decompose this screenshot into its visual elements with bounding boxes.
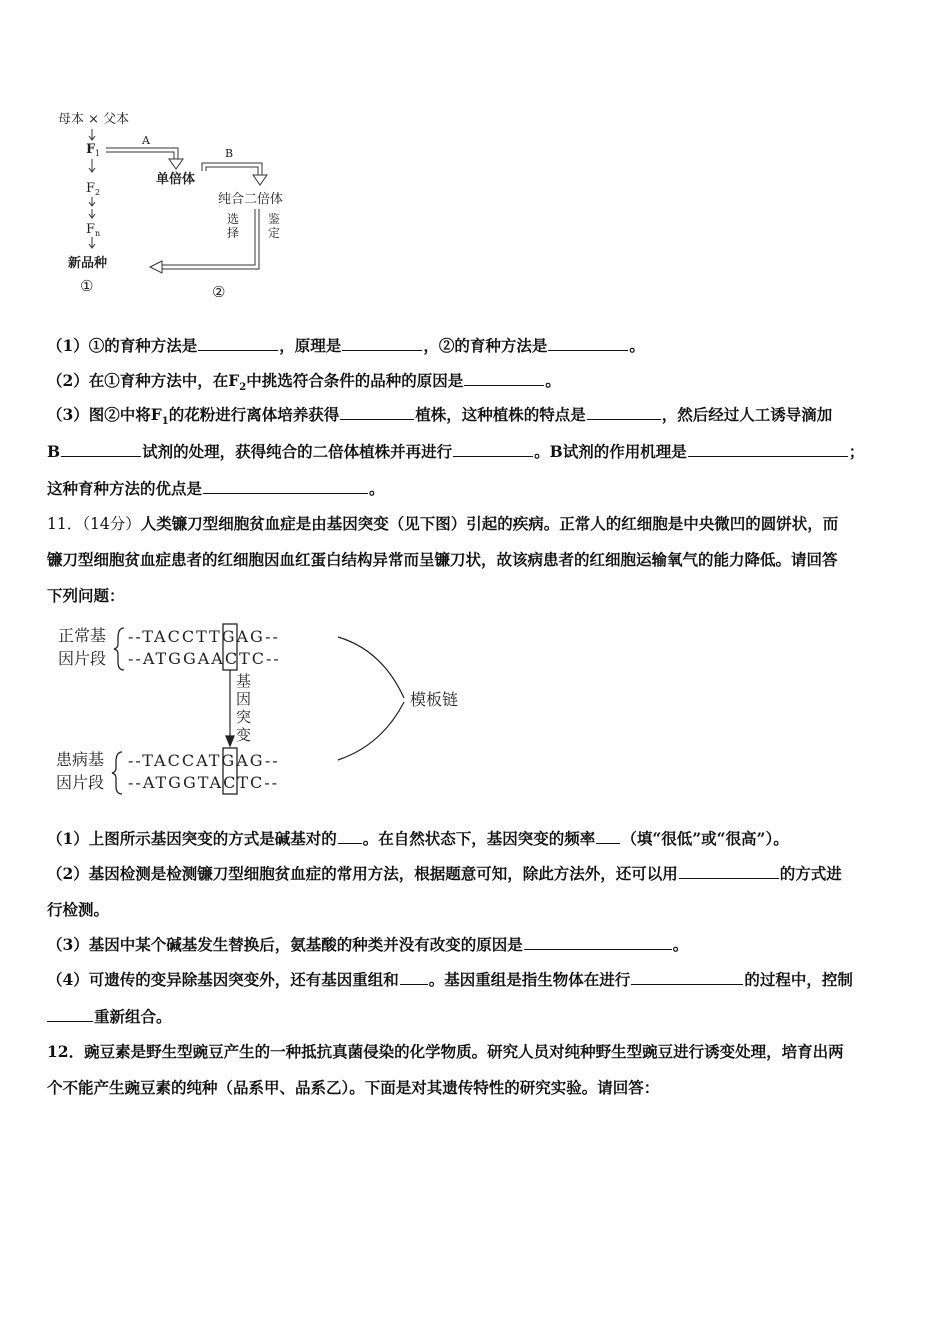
q11-p4-text-a: （4）可遗传的变异除基因突变外，还有基因重组和 — [47, 970, 399, 989]
q11-p4-text-b: 。基因重组是指生物体在进行 — [428, 970, 631, 989]
q12-line1 — [47, 1042, 907, 1062]
q11-part2-line1 — [47, 864, 907, 884]
q10-p3-text-d: ，然后经过人工诱导滴加 — [661, 405, 833, 424]
patient-bottom-strand: --ATGGTACTC-- — [128, 773, 280, 792]
q11-p4-text-d: 重新组合。 — [94, 1007, 172, 1026]
answer-blank[interactable] — [587, 405, 661, 420]
answer-blank[interactable] — [338, 829, 362, 844]
q11-number: 11．（14分） — [47, 515, 141, 533]
fn-label: F — [86, 222, 96, 237]
q11-p2-text-b: 的方式进 — [779, 864, 842, 883]
identify-char-1: 鉴 — [268, 212, 281, 226]
return-arrow — [150, 209, 259, 273]
q10-p2-text-c: 。 — [545, 371, 561, 390]
gene-mutation-diagram — [52, 620, 482, 805]
q10-p3-sub: 1 — [161, 416, 169, 428]
label-a: A — [142, 134, 150, 147]
haploid-label: 单倍体 — [156, 172, 196, 187]
mutation-arrow — [226, 670, 234, 746]
q11-part3 — [47, 935, 907, 955]
q11-part2-line2 — [47, 900, 907, 920]
q10-part3-line1 — [47, 405, 907, 432]
q11-part4-line2 — [47, 1007, 907, 1027]
parents-label: 母本 × 父本 — [58, 112, 130, 127]
q10-part1 — [47, 336, 907, 356]
q11-p2-text-c: 行检测。 — [47, 900, 110, 919]
answer-blank[interactable] — [342, 336, 422, 351]
gene-mutation-svg — [52, 620, 482, 805]
mutation-char-2: 因 — [236, 690, 252, 708]
q10-p3-text-g: 。B试剂的作用机理是 — [534, 442, 687, 461]
q10-p3-text-a: （3）图②中将F — [47, 405, 162, 424]
q12-text-1: 12．豌豆素是野生型豌豆产生的一种抵抗真菌侵染的化学物质。研究人员对纯种野生型豌豆进行诱变处理，培育出两 — [47, 1042, 844, 1061]
q11-intro-3: 下列问题： — [47, 586, 125, 605]
q10-p3-text-c: 植株，这种植株的特点是 — [415, 405, 586, 424]
q11-p1-text-a: （1）上图所示基因突变的方式是碱基对的 — [47, 829, 337, 848]
f2-label: F — [86, 181, 96, 196]
arrow-b — [202, 163, 267, 185]
q10-p1-text-d: 。 — [629, 336, 645, 355]
answer-blank[interactable] — [340, 405, 414, 420]
mutation-char-1: 基 — [236, 672, 252, 690]
select-char-1: 选 — [227, 212, 240, 226]
normal-bottom-strand: --ATGGAACTC-- — [128, 649, 281, 668]
q10-p1-text-c: ，②的育种方法是 — [423, 336, 548, 355]
normal-label-2: 因片段 — [58, 649, 107, 668]
circle-2: ② — [212, 283, 226, 301]
q10-p3-text-h: ； — [848, 442, 865, 461]
q10-p2-text-b: 中挑选符合条件的品种的原因是 — [246, 371, 464, 390]
q10-p3-text-e: B — [47, 442, 61, 461]
q10-p2-sub: 2 — [239, 382, 247, 394]
answer-blank[interactable] — [464, 371, 544, 386]
q10-p3-text-i: 这种育种方法的优点是 — [47, 479, 203, 498]
q10-p2-text-a: （2）在①育种方法中，在F — [47, 371, 240, 390]
f1-label: F — [86, 142, 96, 157]
braces — [112, 628, 124, 794]
q11-intro-line3 — [47, 586, 907, 606]
q11-part1 — [47, 829, 907, 849]
answer-blank[interactable] — [596, 829, 620, 844]
answer-blank[interactable] — [47, 1007, 93, 1022]
q10-part3-line2 — [47, 442, 907, 462]
patient-top-strand: --TACCATGAG-- — [128, 751, 280, 770]
breeding-diagram-svg — [50, 105, 310, 305]
q10-part2 — [47, 371, 907, 398]
circle-1: ① — [80, 277, 94, 295]
q12-line2 — [47, 1078, 907, 1098]
template-strand-label: 模板链 — [410, 690, 459, 709]
answer-blank[interactable] — [679, 864, 779, 879]
q11-p1-text-c: （填“很低”或“很高”）。 — [621, 829, 789, 848]
patient-label-1: 患病基 — [56, 750, 105, 769]
q10-p1-text-b: ，原理是 — [279, 336, 342, 355]
answer-blank[interactable] — [400, 970, 428, 985]
mutation-char-3: 突 — [236, 708, 252, 726]
normal-top-strand: --TACCTTGAG-- — [128, 627, 280, 646]
fn-sub: n — [95, 229, 101, 238]
q10-p3-text-f: 试剂的处理，获得纯合的二倍体植株并再进行 — [142, 442, 453, 461]
answer-blank[interactable] — [203, 479, 368, 494]
breeding-diagram — [50, 105, 310, 305]
label-b: B — [225, 147, 234, 160]
pure-diploid-label: 纯合二倍体 — [218, 192, 284, 207]
select-char-2: 择 — [227, 226, 240, 240]
q11-p3-text-a: （3）基因中某个碱基发生替换后，氨基酸的种类并没有改变的原因是 — [47, 935, 523, 954]
f2-sub: 2 — [95, 188, 101, 197]
answer-blank[interactable] — [631, 970, 743, 985]
normal-label-1: 正常基 — [58, 626, 107, 645]
answer-blank[interactable] — [688, 442, 848, 457]
answer-blank[interactable] — [198, 336, 278, 351]
q10-p3-text-j: 。 — [369, 479, 385, 498]
answer-blank[interactable] — [453, 442, 533, 457]
answer-blank[interactable] — [548, 336, 628, 351]
q11-intro-line1 — [47, 514, 907, 534]
q10-p1-text-a: （1）①的育种方法是 — [47, 336, 198, 355]
patient-label-2: 因片段 — [56, 773, 105, 792]
arrow-a — [106, 148, 183, 169]
q11-intro-line2 — [47, 550, 907, 570]
q11-p2-text-a: （2）基因检测是检测镰刀型细胞贫血症的常用方法，根据题意可知，除此方法外，还可以用 — [47, 864, 678, 883]
q11-intro-1: 人类镰刀型细胞贫血症是由基因突变（见下图）引起的疾病。正常人的红细胞是中央微凹的圆饼状，而 — [140, 514, 839, 533]
q11-p1-text-b: 。在自然状态下，基因突变的频率 — [362, 829, 596, 848]
q10-p3-text-b: 的花粉进行离体培养获得 — [168, 405, 340, 424]
answer-blank[interactable] — [61, 442, 141, 457]
q11-part4-line1 — [47, 970, 907, 990]
q11-p4-text-c: 的过程中，控制 — [744, 970, 853, 989]
new-variety-label: 新品种 — [68, 256, 108, 271]
mutation-char-4: 变 — [236, 726, 252, 744]
template-lines — [338, 637, 404, 760]
q11-p3-text-b: 。 — [672, 935, 689, 954]
answer-blank[interactable] — [524, 935, 672, 950]
f1-sub: 1 — [95, 149, 101, 158]
q11-intro-2: 镰刀型细胞贫血症患者的红细胞因血红蛋白结构异常而呈镰刀状，故该病患者的红细胞运输氧气的能力降低。请回答 — [47, 550, 838, 569]
identify-char-2: 定 — [268, 226, 281, 240]
q10-part3-line3 — [47, 479, 907, 499]
q12-text-2: 个不能产生豌豆素的纯种（品系甲、品系乙）。下面是对其遗传特性的研究实验。请回答： — [47, 1078, 660, 1097]
